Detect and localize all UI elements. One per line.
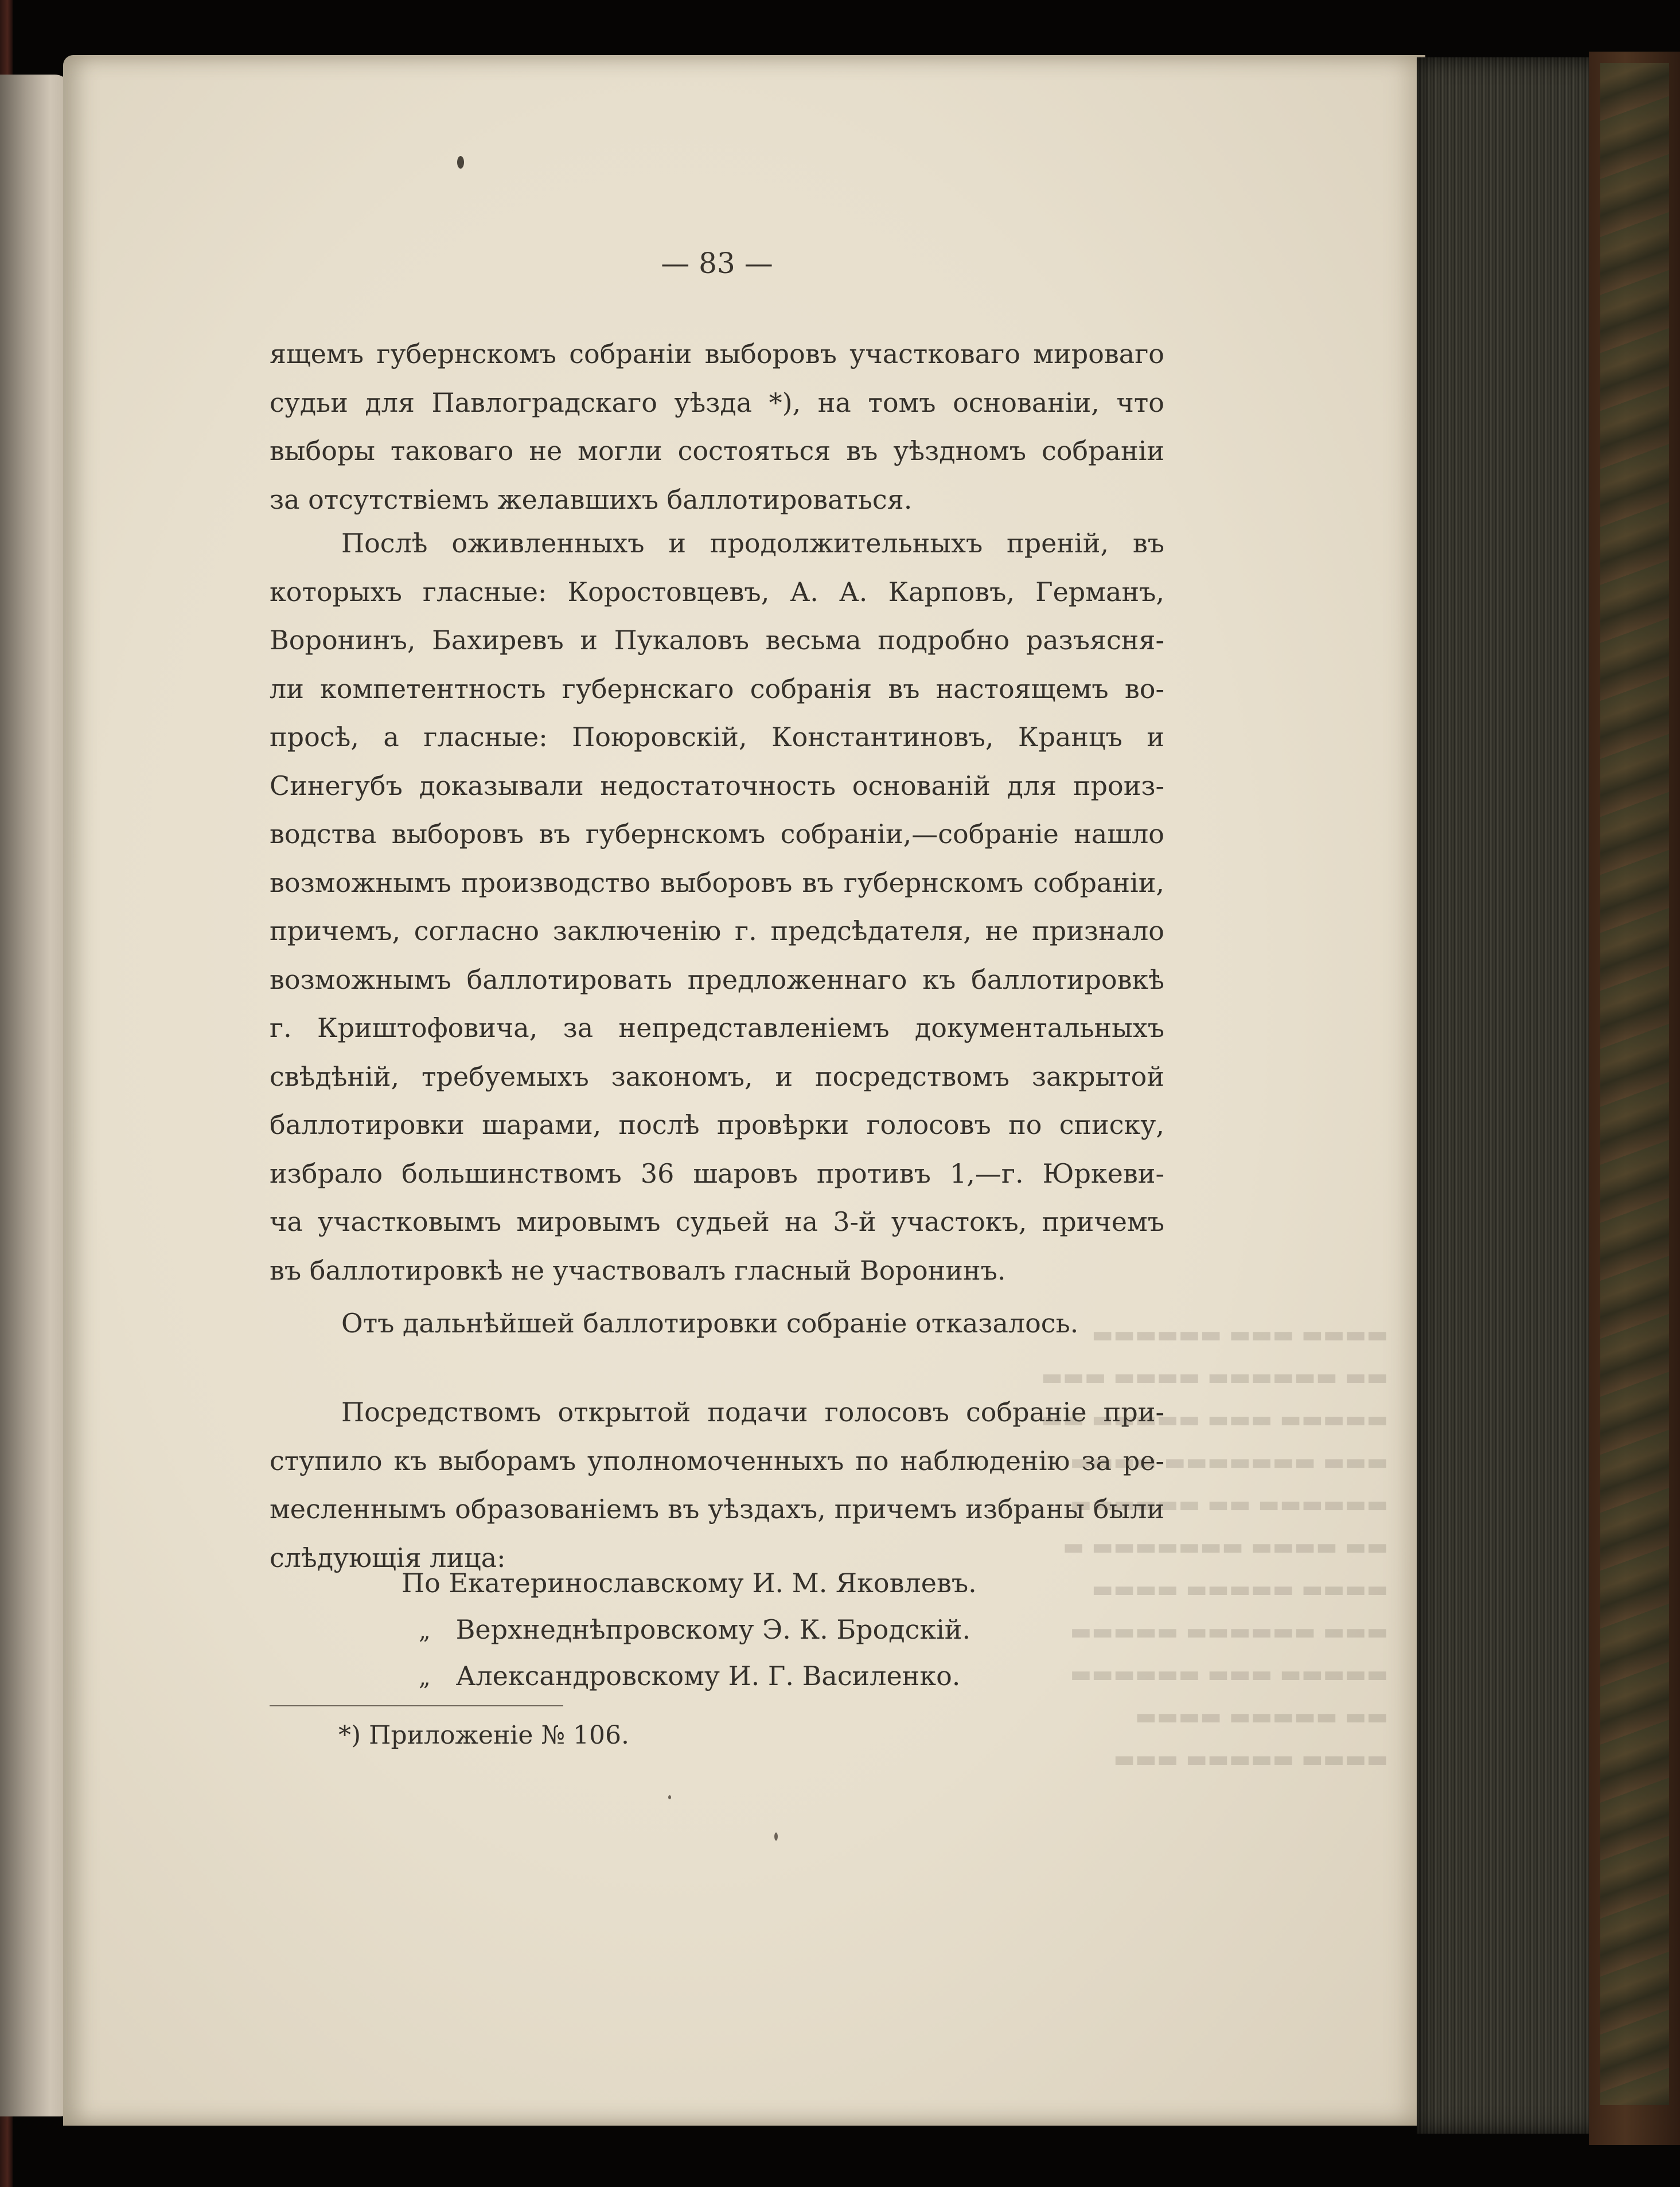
page-block-edges <box>1417 57 1600 2134</box>
paragraph-2 <box>270 519 1164 1295</box>
text-line: ли компетентность губернскаго собранія въ настоящемъ во- <box>270 673 1164 704</box>
appointee-name: И. Г. Василенко. <box>728 1660 961 1691</box>
text-line: месленнымъ образованіемъ въ уѣздахъ, причемъ избраны были <box>270 1494 1164 1525</box>
ink-speck <box>774 1833 778 1841</box>
paragraph-4 <box>270 1388 1164 1582</box>
appointee-district: По Екатеринославскому <box>402 1568 744 1599</box>
appointee-row <box>402 1607 1090 1653</box>
ditto-mark: „ <box>419 1618 431 1644</box>
paragraph-3 <box>270 1299 1164 1348</box>
appointee-name: Э. К. Бродскій. <box>762 1614 971 1645</box>
marbled-cover-edge <box>1600 63 1669 2105</box>
text-line: за отсутствіемъ желавшихъ баллотироваться. <box>270 484 913 515</box>
text-line: избрало большинствомъ 36 шаровъ противъ 1,—г. Юркеви- <box>270 1157 1164 1189</box>
bleed-through-texture: ▬▬▬▬ ▬▬▬ ▬▬▬▬▬▬ ▬▬ ▬▬▬▬▬▬ ▬▬▬▬ ▬▬▬ ▬▬▬▬▬ ▬▬▬ ▬▬▬▬▬ ▬▬ ▬▬▬ ▬▬▬▬▬▬▬ ▬▬▬▬ ▬▬▬▬▬▬ ▬▬ ▬▬▬▬▬▬ ▬▬ ▬▬▬▬ ▬▬▬▬▬▬▬ ▬ ▬▬▬▬ ▬▬▬▬▬ ▬▬▬▬ ▬▬▬ ▬▬▬▬▬▬ ▬▬▬▬▬ ▬▬▬▬▬ ▬▬▬ ▬▬▬▬▬▬ ▬▬ ▬▬▬▬▬ ▬▬▬▬ ▬▬▬▬ ▬▬▬▬▬ ▬▬▬ <box>1040 1321 1388 1772</box>
ink-speck <box>457 156 464 169</box>
text-line: просѣ, а гласные: Поюровскій, Константиновъ, Кранцъ и <box>270 722 1164 753</box>
text-line: ступило къ выборамъ уполномоченныхъ по наблюденію за ре- <box>270 1445 1164 1476</box>
text-line: Послѣ оживленныхъ и продолжительныхъ преній, въ <box>341 528 1164 559</box>
text-line: Синегубъ доказывали недостаточность основаній для произ- <box>270 770 1164 801</box>
text-line: Посредствомъ открытой подачи голосовъ собраніе при- <box>341 1397 1164 1428</box>
page-number: — 83 — <box>661 247 773 280</box>
text-line: возможнымъ баллотировать предложеннаго къ баллотировкѣ <box>270 964 1164 995</box>
facing-page-edge <box>0 75 72 2116</box>
text-line: ча участковымъ мировымъ судьей на 3-й участокъ, причемъ <box>270 1206 1164 1237</box>
text-line: судьи для Павлоградскаго уѣзда *), на томъ основаніи, что <box>270 387 1164 418</box>
ink-speck <box>668 1795 671 1799</box>
text-line: водства выборовъ въ губернскомъ собраніи,—собраніе нашло <box>270 818 1164 849</box>
text-line: слѣдующія лица: <box>270 1542 506 1573</box>
text-line: выборы таковаго не могли состояться въ уѣздномъ собраніи <box>270 435 1164 466</box>
text-line: въ баллотировкѣ не участвовалъ гласный Воронинъ. <box>270 1254 1006 1286</box>
paragraph-1 <box>270 330 1164 524</box>
text-line: которыхъ гласные: Коростовцевъ, А. А. Карповъ, Германъ, <box>270 576 1164 607</box>
text-line: г. Криштофовича, за непредставленіемъ документальныхъ <box>270 1012 1164 1043</box>
text-line: Отъ дальнѣйшей баллотировки собраніе отказалось. <box>341 1308 1079 1339</box>
text-line: свѣдѣній, требуемыхъ закономъ, и посредствомъ закрытой <box>270 1061 1164 1092</box>
text-line: причемъ, согласно заключенію г. предсѣдателя, не признало <box>270 915 1164 946</box>
text-line: Воронинъ, Бахиревъ и Пукаловъ весьма подробно разъясня- <box>270 625 1164 656</box>
text-line: возможнымъ производство выборовъ въ губернскомъ собраніи, <box>270 867 1164 898</box>
ditto-mark: „ <box>419 1664 431 1691</box>
footnote: *) Приложеніе № 106. <box>338 1721 629 1750</box>
footnote-rule <box>270 1705 563 1706</box>
appointee-district: Верхнеднѣпровскому <box>455 1614 754 1645</box>
text-line: баллотировки шарами, послѣ провѣрки голосовъ по списку, <box>270 1109 1164 1140</box>
text-line: ящемъ губернскомъ собраніи выборовъ участковаго мироваго <box>270 338 1164 369</box>
appointee-row <box>402 1653 1090 1699</box>
appointee-row <box>402 1560 1090 1607</box>
appointee-district: Александровскому <box>455 1660 720 1691</box>
appointee-list <box>402 1560 1090 1699</box>
appointee-name: И. М. Яковлевъ. <box>752 1568 977 1599</box>
